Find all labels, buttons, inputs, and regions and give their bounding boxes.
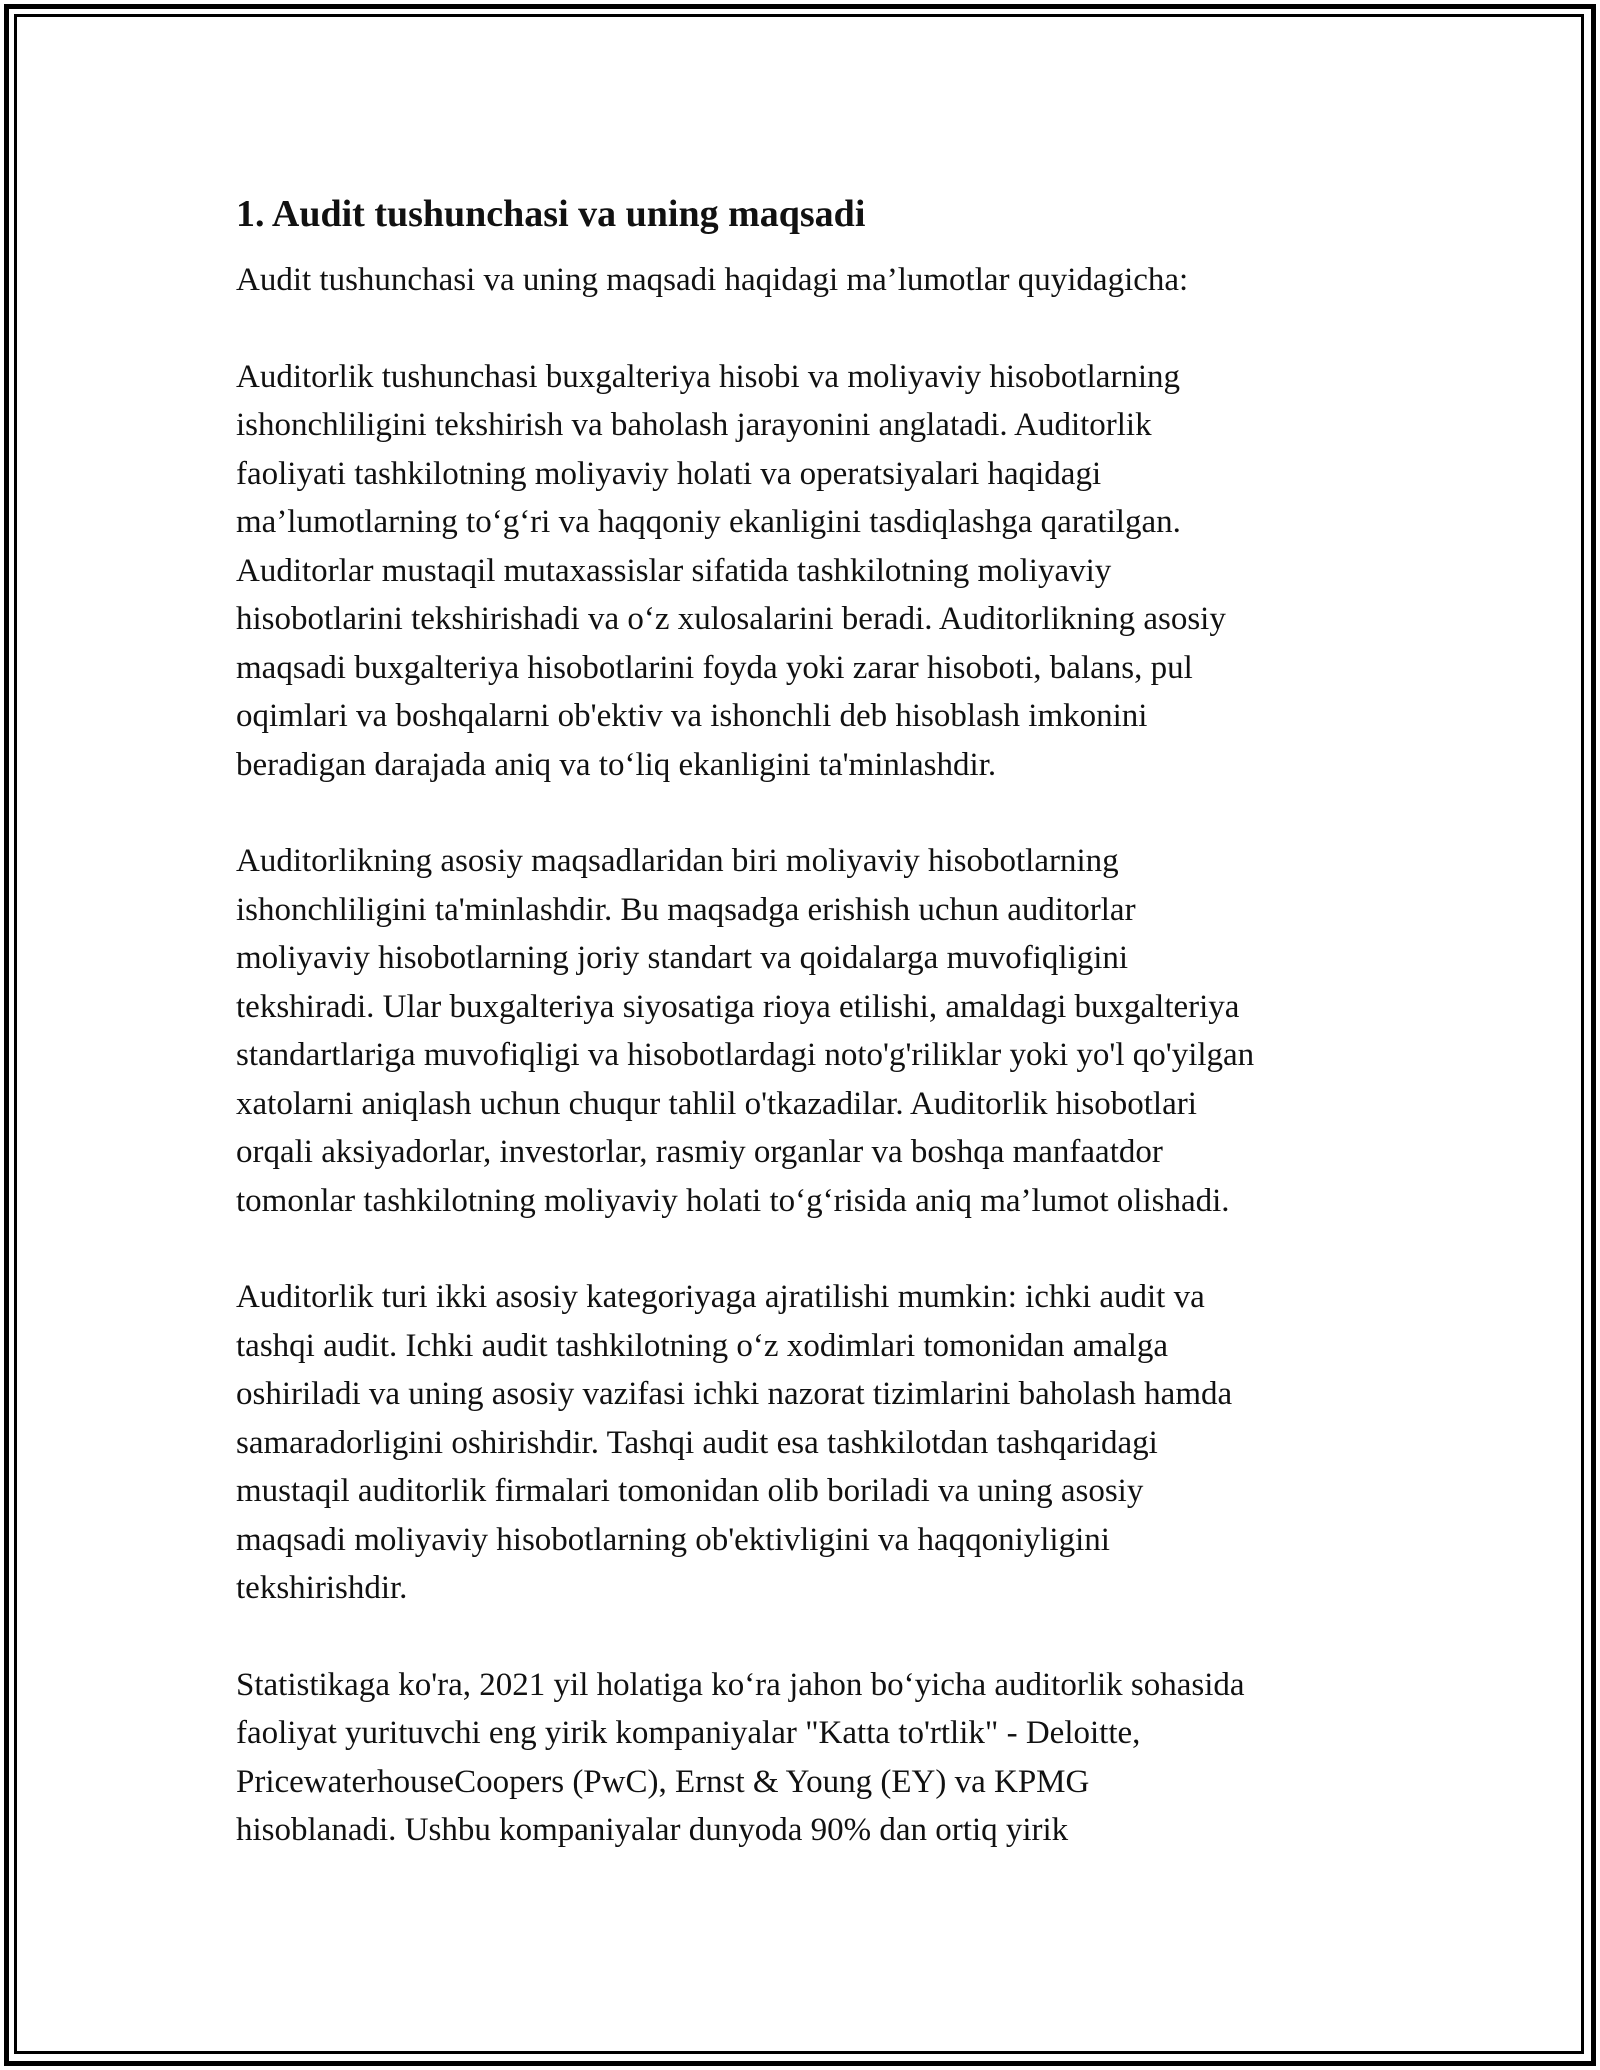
intro-sentence: Audit tushunchasi va uning maqsadi haqidagi ma’lumotlar quyidagicha: [236, 262, 1189, 298]
paragraph-line: faoliyat yurituvchi eng yirik kompaniyalar "Katta to'rtlik" - Deloitte, [236, 1715, 1141, 1751]
paragraph-line: ishonchliligini tekshirish va baholash jarayonini anglatadi. Auditorlik [236, 407, 1152, 443]
paragraph-line: Statistikaga ko'ra, 2021 yil holatiga ko‘ra jahon bo‘yicha auditorlik sohasida [236, 1666, 1245, 1703]
paragraph-line: tomonlar tashkilotning moliyaviy holati to‘g‘risida aniq ma’lumot olishadi. [236, 1182, 1230, 1219]
paragraph-line: PricewaterhouseCoopers (PwC), Ernst & Young (EY) va KPMG [236, 1763, 1090, 1800]
paragraph-line: Auditorlik tushunchasi buxgalteriya hisobi va moliyaviy hisobotlarning [236, 358, 1181, 395]
paragraph-line: maqsadi moliyaviy hisobotlarning ob'ektivligini va haqqoniyligini [236, 1521, 1110, 1558]
paragraph-line: ma’lumotlarning to‘g‘ri va haqqoniy ekanligini tasdiqlashga qaratilgan. [236, 504, 1181, 540]
paragraph-list [236, 353, 1396, 1855]
paragraph-line: hisobotlarini tekshirishadi va o‘z xulosalarini beradi. Auditorlikning asosiy [236, 601, 1226, 637]
paragraph-line: oqimlari va boshqalarni ob'ektiv va ishonchli deb hisoblash imkonini [236, 698, 1148, 734]
paragraph-line: tekshiradi. Ular buxgalteriya siyosatiga rioya etilishi, amaldagi buxgalteriya [236, 988, 1240, 1025]
paragraph-line: orqali aksiyadorlar, investorlar, rasmiy organlar va boshqa manfaatdor [236, 1134, 1163, 1170]
section-heading: 1. Audit tushunchasi va uning maqsadi [236, 193, 866, 235]
paragraph-line: faoliyati tashkilotning moliyaviy holati va operatsiyalari haqidagi [236, 455, 1102, 492]
paragraph-line: Auditorlar mustaqil mutaxassislar sifatida tashkilotning moliyaviy [236, 552, 1112, 589]
paragraph [236, 837, 1396, 1225]
paragraph [236, 1661, 1396, 1855]
paragraph-line: hisoblanadi. Ushbu kompaniyalar dunyoda 90% dan ortiq yirik [236, 1812, 1069, 1848]
paragraph-line: Auditorlik turi ikki asosiy kategoriyaga ajratilishi mumkin: ichki audit va [236, 1279, 1205, 1315]
paragraph [236, 1273, 1396, 1613]
paragraph-line: oshiriladi va uning asosiy vazifasi ichki nazorat tizimlarini baholash hamda [236, 1376, 1233, 1412]
paragraph-line: beradigan darajada aniq va to‘liq ekanligini ta'minlashdir. [236, 746, 997, 783]
paragraph-line: tashqi audit. Ichki audit tashkilotning o‘z xodimlari tomonidan amalga [236, 1327, 1169, 1364]
paragraph-line: moliyaviy hisobotlarning joriy standart va qoidalarga muvofiqligini [236, 940, 1129, 976]
paragraph-line: standartlariga muvofiqligi va hisobotlardagi noto'g'riliklar yoki yo'l qo'yilgan [236, 1037, 1255, 1073]
paragraph-line: mustaqil auditorlik firmalari tomonidan olib boriladi va uning asosiy [236, 1473, 1144, 1509]
paragraph [236, 353, 1396, 790]
paragraph-line: ishonchliligini ta'minlashdir. Bu maqsadga erishish uchun auditorlar [236, 891, 1136, 928]
paragraph-line: tekshirishdir. [236, 1570, 408, 1606]
paragraph-line: maqsadi buxgalteriya hisobotlarini foyda yoki zarar hisoboti, balans, pul [236, 649, 1193, 686]
document-body [236, 186, 1396, 1903]
paragraph-line: Auditorlikning asosiy maqsadlaridan biri moliyaviy hisobotlarning [236, 843, 1119, 879]
paragraph-line: samaradorligini oshirishdir. Tashqi audit esa tashkilotdan tashqaridagi [236, 1424, 1158, 1461]
paragraph-line: xatolarni aniqlash uchun chuqur tahlil o'tkazadilar. Auditorlik hisobotlari [236, 1085, 1197, 1122]
